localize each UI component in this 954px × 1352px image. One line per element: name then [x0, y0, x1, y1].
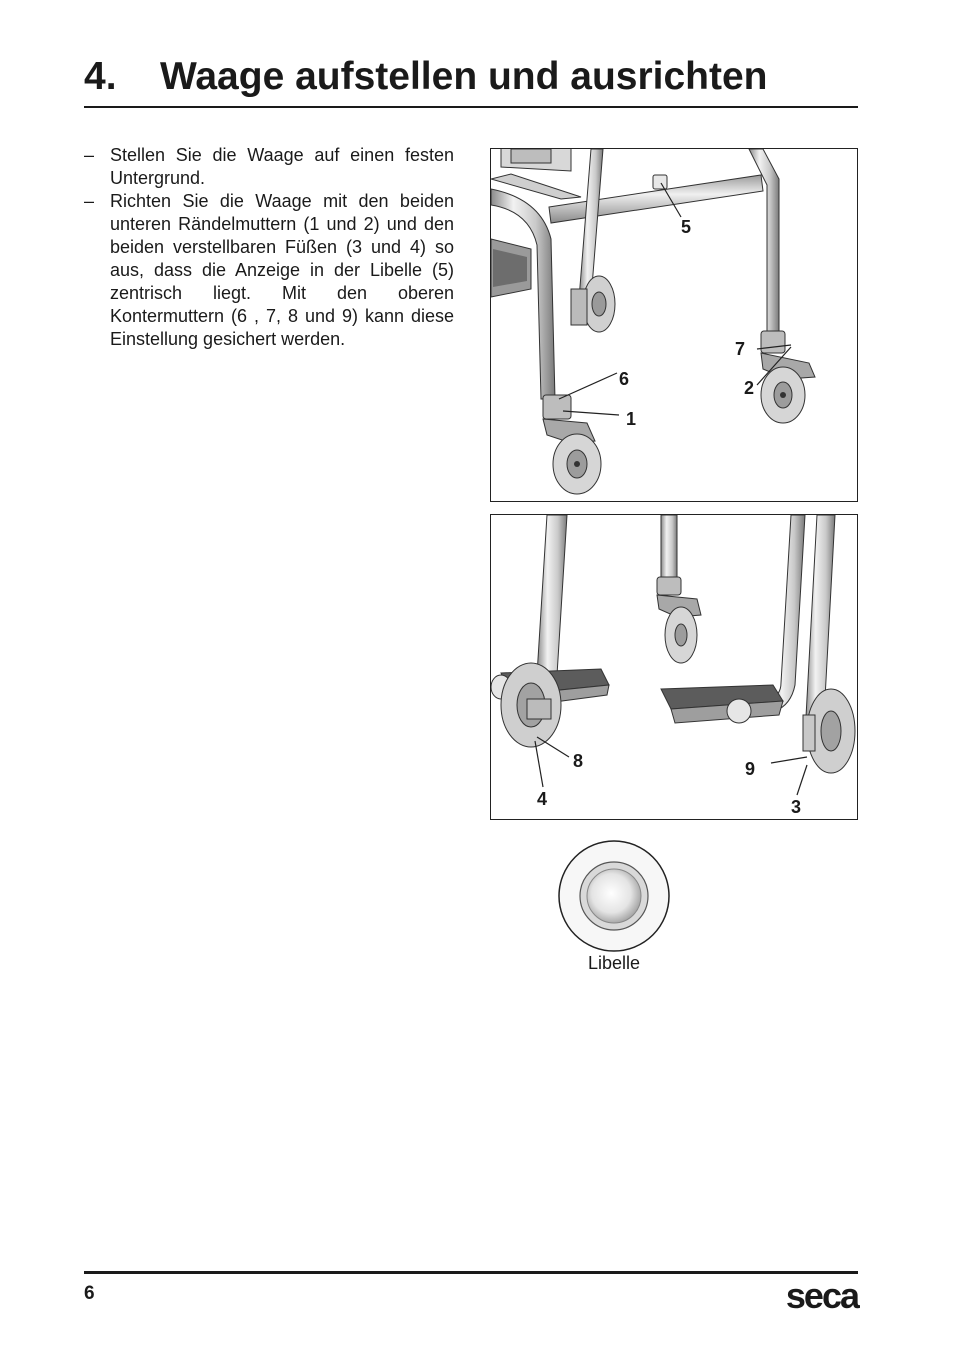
callout-8: 8 — [573, 751, 584, 771]
section-number: 4. — [84, 55, 117, 98]
seca-logo — [772, 1270, 860, 1314]
callout-6: 6 — [619, 369, 630, 389]
instruction-list — [84, 144, 454, 351]
figure-scale-frame-wheels — [490, 148, 858, 502]
list-dash: – — [84, 191, 95, 211]
callout-3: 3 — [791, 797, 802, 817]
footer-rule — [84, 1271, 858, 1274]
callout-9: 9 — [745, 759, 756, 779]
section-heading — [84, 52, 858, 108]
callout-5: 5 — [681, 217, 692, 237]
callout-4: 4 — [537, 789, 548, 809]
feet-illustration — [491, 515, 857, 819]
section-title: Waage aufstellen und ausrichten — [160, 55, 768, 98]
instruction-text: Richten Sie die Waage mit den beiden unteren Rändelmuttern (1 und 2) und den beiden verstellbaren Füßen (3 und 4) so aus, dass die Anzeige in der Libelle (5) zentrisch liegt. Mit den oberen Kontermuttern (6 , 7, 8 und 9) kann diese Einstellung gesichert werden. — [110, 191, 454, 349]
leader-line — [537, 737, 569, 757]
libelle-caption: Libelle — [587, 953, 641, 973]
page-number: 6 — [84, 1283, 95, 1304]
leader-line — [559, 373, 617, 399]
callout-1: 1 — [626, 409, 637, 429]
bubble-level-icon — [556, 838, 672, 954]
callout-2: 2 — [744, 378, 755, 398]
instruction-item — [84, 144, 454, 190]
figure-feet-adjustment — [490, 514, 858, 820]
leader-line — [797, 765, 807, 795]
list-dash: – — [84, 145, 95, 165]
logo-text: seca — [785, 1275, 858, 1314]
instruction-item — [84, 190, 454, 351]
callout-7: 7 — [735, 339, 746, 359]
leader-line — [535, 741, 543, 787]
instruction-text: Stellen Sie die Waage auf einen festen Untergrund. — [110, 145, 454, 188]
scale-frame-illustration — [491, 149, 857, 501]
leader-line — [771, 757, 807, 763]
